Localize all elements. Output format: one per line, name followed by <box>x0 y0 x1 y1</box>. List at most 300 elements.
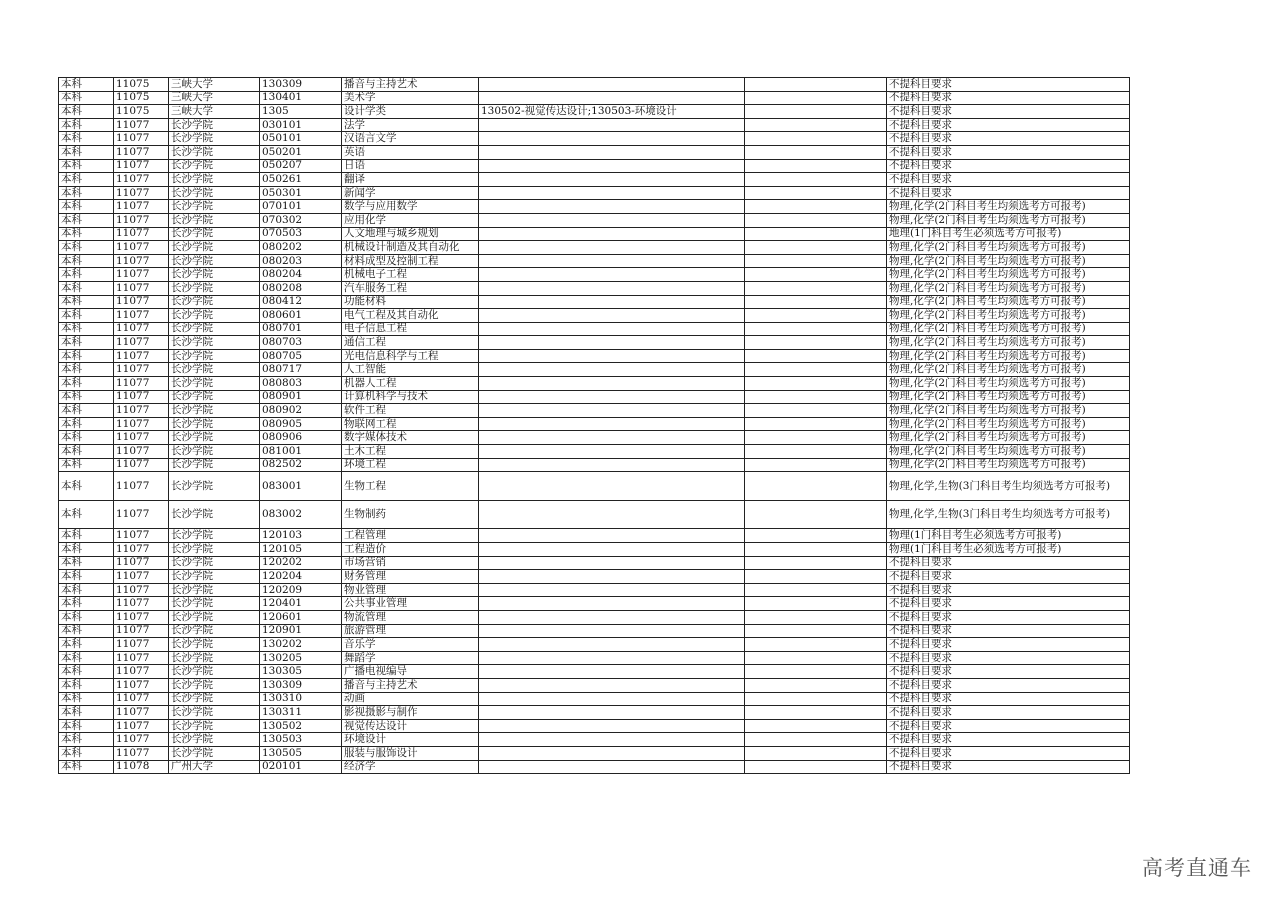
major-code-cell: 080703 <box>260 336 342 350</box>
major-name-cell: 日语 <box>342 159 479 173</box>
school-code-cell: 11077 <box>114 638 169 652</box>
school-code-cell: 11077 <box>114 746 169 760</box>
subject-requirement-cell: 不提科目要求 <box>887 610 1130 624</box>
subject-requirement-cell: 物理,化学(2门科目考生均须选考方可报考) <box>887 200 1130 214</box>
requirements-table <box>58 77 1130 774</box>
school-code-cell: 11077 <box>114 390 169 404</box>
major-code-cell: 080204 <box>260 268 342 282</box>
level-cell: 本科 <box>59 390 114 404</box>
school-code-cell: 11077 <box>114 556 169 570</box>
blank-cell <box>745 746 887 760</box>
subject-requirement-cell: 物理,化学(2门科目考生均须选考方可报考) <box>887 336 1130 350</box>
school-name-cell: 长沙学院 <box>169 159 260 173</box>
subject-requirement-cell: 物理,化学(2门科目考生均须选考方可报考) <box>887 241 1130 255</box>
included-majors-cell <box>479 268 745 282</box>
school-name-cell: 长沙学院 <box>169 719 260 733</box>
level-cell: 本科 <box>59 200 114 214</box>
school-name-cell: 长沙学院 <box>169 597 260 611</box>
major-code-cell: 080906 <box>260 431 342 445</box>
level-cell: 本科 <box>59 241 114 255</box>
school-code-cell: 11077 <box>114 254 169 268</box>
major-code-cell: 080902 <box>260 404 342 418</box>
blank-cell <box>745 651 887 665</box>
major-code-cell: 130311 <box>260 706 342 720</box>
table-row <box>59 500 1130 529</box>
major-name-cell: 光电信息科学与工程 <box>342 349 479 363</box>
major-name-cell: 工程管理 <box>342 529 479 543</box>
school-name-cell: 长沙学院 <box>169 651 260 665</box>
included-majors-cell <box>479 145 745 159</box>
included-majors-cell <box>479 363 745 377</box>
subject-requirement-cell: 物理,化学(2门科目考生均须选考方可报考) <box>887 281 1130 295</box>
major-code-cell: 120901 <box>260 624 342 638</box>
school-name-cell: 长沙学院 <box>169 543 260 557</box>
table-row <box>59 638 1130 652</box>
school-code-cell: 11075 <box>114 105 169 119</box>
school-name-cell: 长沙学院 <box>169 281 260 295</box>
included-majors-cell <box>479 173 745 187</box>
major-name-cell: 影视摄影与制作 <box>342 706 479 720</box>
school-code-cell: 11077 <box>114 145 169 159</box>
school-code-cell: 11078 <box>114 760 169 774</box>
subject-requirement-cell: 物理,化学(2门科目考生均须选考方可报考) <box>887 213 1130 227</box>
table-row <box>59 145 1130 159</box>
subject-requirement-cell: 物理(1门科目考生必须选考方可报考) <box>887 529 1130 543</box>
school-name-cell: 长沙学院 <box>169 173 260 187</box>
included-majors-cell <box>479 336 745 350</box>
school-code-cell: 11077 <box>114 500 169 529</box>
level-cell: 本科 <box>59 295 114 309</box>
level-cell: 本科 <box>59 91 114 105</box>
major-code-cell: 050201 <box>260 145 342 159</box>
subject-requirement-cell: 物理,化学(2门科目考生均须选考方可报考) <box>887 295 1130 309</box>
blank-cell <box>745 472 887 501</box>
table-row <box>59 336 1130 350</box>
level-cell: 本科 <box>59 213 114 227</box>
table-row <box>59 445 1130 459</box>
subject-requirement-cell: 不提科目要求 <box>887 651 1130 665</box>
table-row <box>59 349 1130 363</box>
included-majors-cell <box>479 349 745 363</box>
school-name-cell: 长沙学院 <box>169 336 260 350</box>
major-name-cell: 工程造价 <box>342 543 479 557</box>
blank-cell <box>745 159 887 173</box>
major-code-cell: 050261 <box>260 173 342 187</box>
blank-cell <box>745 145 887 159</box>
table-row <box>59 295 1130 309</box>
level-cell: 本科 <box>59 760 114 774</box>
included-majors-cell: 130502-视觉传达设计;130503-环境设计 <box>479 105 745 119</box>
table-row <box>59 309 1130 323</box>
blank-cell <box>745 132 887 146</box>
included-majors-cell <box>479 132 745 146</box>
included-majors-cell <box>479 78 745 92</box>
school-name-cell: 长沙学院 <box>169 404 260 418</box>
blank-cell <box>745 404 887 418</box>
blank-cell <box>745 173 887 187</box>
school-name-cell: 长沙学院 <box>169 624 260 638</box>
major-name-cell: 汽车服务工程 <box>342 281 479 295</box>
school-name-cell: 长沙学院 <box>169 295 260 309</box>
school-code-cell: 11077 <box>114 200 169 214</box>
table-row <box>59 431 1130 445</box>
major-name-cell: 数学与应用数学 <box>342 200 479 214</box>
school-name-cell: 长沙学院 <box>169 268 260 282</box>
included-majors-cell <box>479 719 745 733</box>
major-name-cell: 电子信息工程 <box>342 322 479 336</box>
school-code-cell: 11077 <box>114 377 169 391</box>
major-code-cell: 130309 <box>260 78 342 92</box>
school-code-cell: 11077 <box>114 132 169 146</box>
included-majors-cell <box>479 458 745 472</box>
subject-requirement-cell: 不提科目要求 <box>887 692 1130 706</box>
subject-requirement-cell: 物理,化学,生物(3门科目考生均须选考方可报考) <box>887 500 1130 529</box>
blank-cell <box>745 268 887 282</box>
school-code-cell: 11077 <box>114 597 169 611</box>
included-majors-cell <box>479 309 745 323</box>
school-code-cell: 11077 <box>114 719 169 733</box>
major-code-cell: 120105 <box>260 543 342 557</box>
subject-requirement-cell: 不提科目要求 <box>887 719 1130 733</box>
major-code-cell: 080905 <box>260 417 342 431</box>
school-name-cell: 长沙学院 <box>169 733 260 747</box>
table-row <box>59 159 1130 173</box>
major-name-cell: 人文地理与城乡规划 <box>342 227 479 241</box>
school-code-cell: 11077 <box>114 227 169 241</box>
blank-cell <box>745 692 887 706</box>
school-code-cell: 11077 <box>114 295 169 309</box>
major-name-cell: 设计学类 <box>342 105 479 119</box>
school-name-cell: 长沙学院 <box>169 665 260 679</box>
school-name-cell: 长沙学院 <box>169 186 260 200</box>
table-row <box>59 746 1130 760</box>
blank-cell <box>745 706 887 720</box>
school-code-cell: 11077 <box>114 186 169 200</box>
blank-cell <box>745 431 887 445</box>
major-code-cell: 130505 <box>260 746 342 760</box>
major-name-cell: 播音与主持艺术 <box>342 678 479 692</box>
school-name-cell: 三峡大学 <box>169 91 260 105</box>
included-majors-cell <box>479 570 745 584</box>
school-code-cell: 11077 <box>114 159 169 173</box>
table-row <box>59 322 1130 336</box>
major-name-cell: 生物制药 <box>342 500 479 529</box>
level-cell: 本科 <box>59 173 114 187</box>
major-code-cell: 080601 <box>260 309 342 323</box>
level-cell: 本科 <box>59 500 114 529</box>
major-code-cell: 070302 <box>260 213 342 227</box>
major-name-cell: 公共事业管理 <box>342 597 479 611</box>
included-majors-cell <box>479 295 745 309</box>
major-code-cell: 080901 <box>260 390 342 404</box>
major-name-cell: 美术学 <box>342 91 479 105</box>
table-row <box>59 678 1130 692</box>
blank-cell <box>745 118 887 132</box>
included-majors-cell <box>479 760 745 774</box>
major-code-cell: 080412 <box>260 295 342 309</box>
major-code-cell: 120103 <box>260 529 342 543</box>
watermark-text: 高考直通车 <box>1142 856 1252 880</box>
table-row <box>59 186 1130 200</box>
table-row <box>59 706 1130 720</box>
blank-cell <box>745 583 887 597</box>
major-code-cell: 120601 <box>260 610 342 624</box>
major-name-cell: 经济学 <box>342 760 479 774</box>
school-name-cell: 三峡大学 <box>169 78 260 92</box>
school-name-cell: 长沙学院 <box>169 377 260 391</box>
level-cell: 本科 <box>59 281 114 295</box>
blank-cell <box>745 556 887 570</box>
level-cell: 本科 <box>59 105 114 119</box>
included-majors-cell <box>479 651 745 665</box>
included-majors-cell <box>479 624 745 638</box>
school-code-cell: 11077 <box>114 529 169 543</box>
school-code-cell: 11077 <box>114 706 169 720</box>
school-code-cell: 11077 <box>114 472 169 501</box>
major-name-cell: 环境工程 <box>342 458 479 472</box>
table-row <box>59 624 1130 638</box>
table-row <box>59 719 1130 733</box>
subject-requirement-cell: 不提科目要求 <box>887 760 1130 774</box>
major-code-cell: 083001 <box>260 472 342 501</box>
level-cell: 本科 <box>59 651 114 665</box>
table-row <box>59 132 1130 146</box>
major-code-cell: 030101 <box>260 118 342 132</box>
major-code-cell: 082502 <box>260 458 342 472</box>
blank-cell <box>745 349 887 363</box>
level-cell: 本科 <box>59 268 114 282</box>
table-row <box>59 118 1130 132</box>
school-name-cell: 长沙学院 <box>169 363 260 377</box>
school-code-cell: 11077 <box>114 118 169 132</box>
major-code-cell: 130202 <box>260 638 342 652</box>
subject-requirement-cell: 不提科目要求 <box>887 733 1130 747</box>
subject-requirement-cell: 不提科目要求 <box>887 706 1130 720</box>
table-row <box>59 692 1130 706</box>
school-code-cell: 11077 <box>114 651 169 665</box>
school-name-cell: 长沙学院 <box>169 692 260 706</box>
subject-requirement-cell: 不提科目要求 <box>887 105 1130 119</box>
subject-requirement-cell: 不提科目要求 <box>887 173 1130 187</box>
school-code-cell: 11077 <box>114 733 169 747</box>
included-majors-cell <box>479 322 745 336</box>
subject-requirement-cell: 不提科目要求 <box>887 186 1130 200</box>
subject-requirement-cell: 物理,化学(2门科目考生均须选考方可报考) <box>887 363 1130 377</box>
school-code-cell: 11077 <box>114 624 169 638</box>
major-name-cell: 机械电子工程 <box>342 268 479 282</box>
school-code-cell: 11077 <box>114 173 169 187</box>
school-code-cell: 11077 <box>114 404 169 418</box>
school-code-cell: 11077 <box>114 322 169 336</box>
major-code-cell: 130205 <box>260 651 342 665</box>
level-cell: 本科 <box>59 417 114 431</box>
major-name-cell: 人工智能 <box>342 363 479 377</box>
included-majors-cell <box>479 678 745 692</box>
major-name-cell: 生物工程 <box>342 472 479 501</box>
included-majors-cell <box>479 213 745 227</box>
major-name-cell: 音乐学 <box>342 638 479 652</box>
included-majors-cell <box>479 597 745 611</box>
subject-requirement-cell: 不提科目要求 <box>887 570 1130 584</box>
blank-cell <box>745 322 887 336</box>
subject-requirement-cell: 不提科目要求 <box>887 132 1130 146</box>
included-majors-cell <box>479 186 745 200</box>
major-code-cell: 130310 <box>260 692 342 706</box>
school-code-cell: 11077 <box>114 458 169 472</box>
included-majors-cell <box>479 431 745 445</box>
level-cell: 本科 <box>59 570 114 584</box>
school-code-cell: 11077 <box>114 665 169 679</box>
major-name-cell: 物流管理 <box>342 610 479 624</box>
blank-cell <box>745 665 887 679</box>
level-cell: 本科 <box>59 132 114 146</box>
blank-cell <box>745 624 887 638</box>
level-cell: 本科 <box>59 665 114 679</box>
level-cell: 本科 <box>59 458 114 472</box>
school-name-cell: 长沙学院 <box>169 227 260 241</box>
school-code-cell: 11077 <box>114 445 169 459</box>
table-row <box>59 458 1130 472</box>
school-code-cell: 11077 <box>114 336 169 350</box>
level-cell: 本科 <box>59 678 114 692</box>
blank-cell <box>745 105 887 119</box>
table-row <box>59 254 1130 268</box>
blank-cell <box>745 500 887 529</box>
subject-requirement-cell: 物理,化学(2门科目考生均须选考方可报考) <box>887 377 1130 391</box>
level-cell: 本科 <box>59 624 114 638</box>
blank-cell <box>745 200 887 214</box>
blank-cell <box>745 91 887 105</box>
subject-requirement-cell: 不提科目要求 <box>887 118 1130 132</box>
major-code-cell: 120204 <box>260 570 342 584</box>
table-row <box>59 529 1130 543</box>
table-row <box>59 363 1130 377</box>
major-name-cell: 物业管理 <box>342 583 479 597</box>
school-name-cell: 长沙学院 <box>169 322 260 336</box>
subject-requirement-cell: 不提科目要求 <box>887 638 1130 652</box>
major-name-cell: 英语 <box>342 145 479 159</box>
major-name-cell: 土木工程 <box>342 445 479 459</box>
subject-requirement-cell: 物理,化学(2门科目考生均须选考方可报考) <box>887 417 1130 431</box>
blank-cell <box>745 227 887 241</box>
blank-cell <box>745 336 887 350</box>
school-code-cell: 11077 <box>114 213 169 227</box>
subject-requirement-cell: 不提科目要求 <box>887 678 1130 692</box>
subject-requirement-cell: 物理,化学(2门科目考生均须选考方可报考) <box>887 458 1130 472</box>
blank-cell <box>745 309 887 323</box>
table-row <box>59 404 1130 418</box>
included-majors-cell <box>479 583 745 597</box>
subject-requirement-cell: 物理(1门科目考生必须选考方可报考) <box>887 543 1130 557</box>
major-name-cell: 电气工程及其自动化 <box>342 309 479 323</box>
major-code-cell: 020101 <box>260 760 342 774</box>
table-row <box>59 733 1130 747</box>
included-majors-cell <box>479 404 745 418</box>
school-name-cell: 长沙学院 <box>169 431 260 445</box>
blank-cell <box>745 241 887 255</box>
major-name-cell: 汉语言文学 <box>342 132 479 146</box>
major-code-cell: 120209 <box>260 583 342 597</box>
subject-requirement-cell: 物理,化学(2门科目考生均须选考方可报考) <box>887 268 1130 282</box>
included-majors-cell <box>479 543 745 557</box>
level-cell: 本科 <box>59 322 114 336</box>
major-name-cell: 应用化学 <box>342 213 479 227</box>
school-name-cell: 三峡大学 <box>169 105 260 119</box>
blank-cell <box>745 213 887 227</box>
table-row <box>59 227 1130 241</box>
blank-cell <box>745 638 887 652</box>
subject-requirement-cell: 不提科目要求 <box>887 597 1130 611</box>
school-code-cell: 11075 <box>114 91 169 105</box>
included-majors-cell <box>479 91 745 105</box>
included-majors-cell <box>479 241 745 255</box>
school-code-cell: 11077 <box>114 363 169 377</box>
level-cell: 本科 <box>59 186 114 200</box>
included-majors-cell <box>479 556 745 570</box>
major-code-cell: 080203 <box>260 254 342 268</box>
level-cell: 本科 <box>59 610 114 624</box>
level-cell: 本科 <box>59 746 114 760</box>
school-name-cell: 长沙学院 <box>169 556 260 570</box>
level-cell: 本科 <box>59 159 114 173</box>
blank-cell <box>745 678 887 692</box>
included-majors-cell <box>479 281 745 295</box>
major-name-cell: 旅游管理 <box>342 624 479 638</box>
major-name-cell: 数字媒体技术 <box>342 431 479 445</box>
school-name-cell: 长沙学院 <box>169 417 260 431</box>
school-name-cell: 长沙学院 <box>169 706 260 720</box>
blank-cell <box>745 445 887 459</box>
blank-cell <box>745 390 887 404</box>
subject-requirement-cell: 不提科目要求 <box>887 583 1130 597</box>
table-row <box>59 213 1130 227</box>
school-name-cell: 长沙学院 <box>169 445 260 459</box>
school-name-cell: 长沙学院 <box>169 610 260 624</box>
subject-requirement-cell: 不提科目要求 <box>887 78 1130 92</box>
subject-requirement-cell: 物理,化学(2门科目考生均须选考方可报考) <box>887 309 1130 323</box>
level-cell: 本科 <box>59 472 114 501</box>
major-name-cell: 软件工程 <box>342 404 479 418</box>
school-name-cell: 广州大学 <box>169 760 260 774</box>
table-row <box>59 417 1130 431</box>
major-code-cell: 120202 <box>260 556 342 570</box>
subject-requirement-cell: 物理,化学(2门科目考生均须选考方可报考) <box>887 445 1130 459</box>
level-cell: 本科 <box>59 556 114 570</box>
school-name-cell: 长沙学院 <box>169 132 260 146</box>
table-row <box>59 583 1130 597</box>
major-name-cell: 机械设计制造及其自动化 <box>342 241 479 255</box>
school-name-cell: 长沙学院 <box>169 746 260 760</box>
subject-requirement-cell: 物理,化学(2门科目考生均须选考方可报考) <box>887 431 1130 445</box>
major-name-cell: 广播电视编导 <box>342 665 479 679</box>
school-name-cell: 长沙学院 <box>169 472 260 501</box>
level-cell: 本科 <box>59 706 114 720</box>
included-majors-cell <box>479 417 745 431</box>
major-code-cell: 080705 <box>260 349 342 363</box>
table-row <box>59 597 1130 611</box>
table-row <box>59 760 1130 774</box>
blank-cell <box>745 610 887 624</box>
school-code-cell: 11077 <box>114 570 169 584</box>
subject-requirement-cell: 不提科目要求 <box>887 665 1130 679</box>
major-name-cell: 物联网工程 <box>342 417 479 431</box>
major-code-cell: 1305 <box>260 105 342 119</box>
blank-cell <box>745 295 887 309</box>
blank-cell <box>745 78 887 92</box>
subject-requirement-cell: 物理,化学(2门科目考生均须选考方可报考) <box>887 349 1130 363</box>
major-name-cell: 动画 <box>342 692 479 706</box>
school-code-cell: 11077 <box>114 309 169 323</box>
